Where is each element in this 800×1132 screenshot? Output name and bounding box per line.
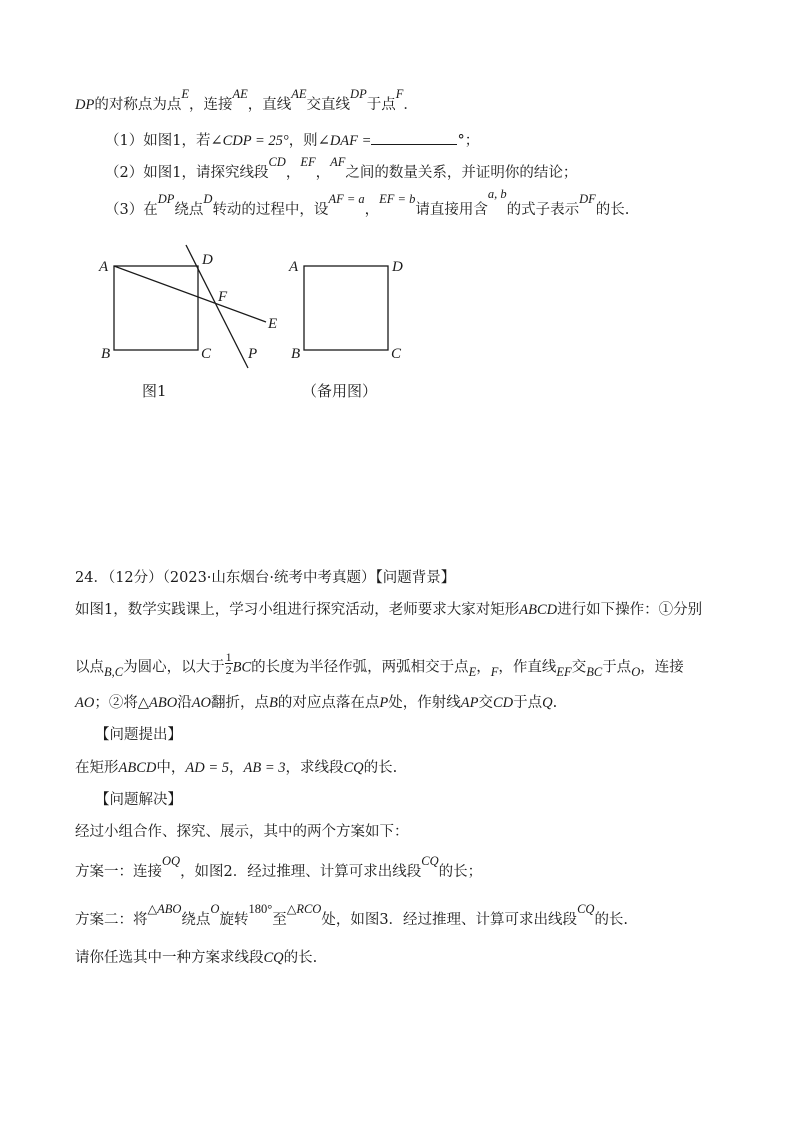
text: 的长. — [595, 202, 630, 218]
q24-para-2 — [75, 650, 684, 680]
text: 的长； — [438, 864, 483, 880]
text: 翻折，点 — [211, 695, 270, 711]
text: ， — [285, 165, 301, 181]
text: （2）如图1，请探究线段 — [105, 165, 269, 181]
figure-1 — [90, 240, 300, 380]
math-af-a: AF = a — [328, 192, 365, 206]
text: 为圆心，以大于 — [123, 659, 225, 676]
math-180-degrees: 180° — [248, 902, 273, 916]
math-ab: AB = 3 — [243, 760, 286, 776]
math-ao: AO — [191, 695, 212, 711]
text: 交 — [571, 659, 587, 676]
text: 以点 — [75, 659, 104, 676]
text: 的长. — [363, 760, 398, 776]
text: ， — [364, 202, 380, 218]
math-cq: CQ — [577, 902, 595, 916]
math-oq: OQ — [162, 854, 181, 868]
math-q: Q — [542, 695, 553, 711]
math-o: O — [210, 902, 220, 916]
math-abcd: ABCD — [519, 602, 558, 618]
math-d: D — [203, 192, 213, 206]
square-abcd — [114, 266, 198, 350]
text: ，则 — [288, 133, 318, 149]
figure-backup — [280, 240, 420, 380]
text: （1）如图1，若 — [105, 133, 211, 149]
section-heading-solution: 【问题解决】 — [95, 792, 182, 808]
text: ，直线 — [247, 97, 292, 113]
text: 交 — [478, 695, 493, 711]
answer-blank — [371, 130, 457, 145]
text: （3）在 — [105, 202, 158, 218]
text: ，求线段 — [285, 760, 344, 776]
text: ；②将 — [94, 695, 138, 711]
text: 在矩形 — [75, 760, 119, 776]
q24-header: 24．（12分）（2023·山东烟台·统考中考真题）【问题背景】 — [75, 570, 456, 586]
figure-backup-caption: （备用图） — [302, 382, 378, 400]
label-b: B — [101, 346, 111, 362]
text: 于点 — [366, 97, 396, 113]
text: ，连接 — [188, 97, 233, 113]
text: 请直接用含 — [415, 202, 488, 218]
label-d: D — [202, 252, 213, 268]
q24-para-4 — [75, 758, 397, 778]
text: 的式子表示 — [506, 202, 580, 218]
line-ae — [114, 266, 266, 322]
text: 的长. — [594, 912, 629, 928]
text: 转动的过程中，设 — [212, 202, 329, 218]
fraction-one-half — [225, 651, 233, 676]
math-cq: CQ — [421, 854, 439, 868]
label-p: P — [248, 346, 258, 362]
label-b: B — [291, 346, 301, 362]
math-abcd: ABCD — [118, 760, 157, 776]
q23-part-1 — [105, 130, 479, 151]
math-cd: CD — [492, 695, 514, 711]
math-ad: AD = 5 — [185, 760, 229, 776]
fraction-numerator: 1 — [225, 650, 232, 664]
math-ap: AP — [460, 695, 479, 711]
math-o: O — [631, 664, 641, 679]
label-c: C — [391, 346, 402, 362]
math-df: DF — [579, 192, 596, 206]
text: 处，作射线 — [388, 695, 461, 711]
math-cq: CQ — [343, 760, 364, 776]
text: . — [552, 695, 558, 711]
math-triangle-abo: △ABO — [137, 695, 178, 711]
math-ef: EF — [556, 664, 572, 679]
text: 的长度为半径作弧，两弧相交于点 — [251, 659, 469, 676]
text: 于点 — [513, 695, 543, 711]
text: ， — [228, 760, 244, 776]
q24-para-3 — [75, 693, 557, 713]
math-cq: CQ — [263, 950, 284, 966]
math-dp: DP — [75, 97, 95, 113]
text: 方案一：连接 — [75, 864, 162, 880]
math-af: AF — [330, 155, 346, 169]
math-p: P — [379, 695, 389, 711]
label-c: C — [201, 346, 212, 362]
math-angle-cdp: ∠CDP = 25° — [210, 133, 289, 149]
math-cd: CD — [268, 155, 286, 169]
q23-part-2 — [105, 155, 578, 183]
math-triangle-rco: △RCO — [286, 902, 322, 916]
math-ef-b: EF = b — [379, 192, 416, 206]
text: 的对应点落在点 — [277, 695, 380, 711]
text: ． — [403, 97, 418, 113]
math-triangle-abo: △ABO — [147, 902, 182, 916]
math-angle-daf: ∠DAF = — [317, 133, 372, 149]
text: 绕点 — [181, 912, 211, 928]
math-ae: AE — [291, 87, 307, 101]
math-f: F — [395, 87, 404, 101]
text: 的长. — [283, 950, 318, 966]
label-a: A — [289, 259, 299, 275]
q24-plan-1 — [75, 854, 483, 882]
text: 进行如下操作：①分别 — [557, 602, 703, 618]
math-e: E — [181, 87, 189, 101]
square-abcd — [304, 266, 388, 350]
q24-plan-2 — [75, 902, 629, 930]
label-e: E — [268, 316, 278, 332]
q24-para-8 — [75, 948, 317, 968]
math-dp: DP — [157, 192, 175, 206]
text: 于点 — [602, 659, 632, 676]
q23-line-1 — [75, 87, 418, 115]
label-a: A — [99, 259, 109, 275]
q24-para-5: 经过小组合作、探究、展示，其中的两个方案如下： — [75, 824, 409, 840]
q23-part-3 — [105, 187, 630, 220]
text: 旋转 — [219, 912, 249, 928]
q24-para-1 — [75, 600, 702, 620]
math-e: E — [468, 664, 477, 679]
text: 沿 — [177, 695, 192, 711]
text: 交直线 — [306, 97, 351, 113]
math-dp: DP — [350, 87, 367, 101]
text: 如图1，数学实践课上，学习小组进行探究活动，老师要求大家对矩形 — [75, 602, 520, 618]
text: 方案二：将 — [75, 912, 148, 928]
math-bc: BC — [232, 659, 252, 676]
text: 的对称点为点 — [94, 97, 182, 113]
text: °； — [457, 133, 480, 149]
math-ef: EF — [300, 155, 316, 169]
text: ，如图2．经过推理、计算可求出线段 — [180, 864, 422, 880]
section-heading-problem: 【问题提出】 — [95, 727, 182, 743]
math-bc: BC — [586, 664, 603, 679]
label-f: F — [218, 289, 228, 305]
math-ae: AE — [232, 87, 248, 101]
math-ao: AO — [75, 695, 95, 711]
math-ab: a, b — [487, 187, 507, 201]
fraction-denominator: 2 — [225, 663, 232, 677]
text: ，作直线 — [498, 659, 557, 676]
text: ，连接 — [640, 659, 684, 676]
math-f: F — [490, 664, 499, 679]
text: 绕点 — [174, 202, 204, 218]
text: 中， — [156, 760, 186, 776]
text: 之间的数量关系，并证明你的结论； — [345, 165, 578, 181]
label-d: D — [392, 259, 403, 275]
text: 请你任选其中一种方案求线段 — [75, 950, 264, 966]
text: ， — [476, 659, 491, 676]
text: 至 — [272, 912, 287, 928]
text: ， — [315, 165, 331, 181]
math-b: B — [269, 695, 278, 711]
text: 处，如图3．经过推理、计算可求出线段 — [321, 912, 578, 928]
math-b-c: B,C — [104, 664, 124, 679]
figure-1-caption: 图1 — [142, 382, 167, 400]
